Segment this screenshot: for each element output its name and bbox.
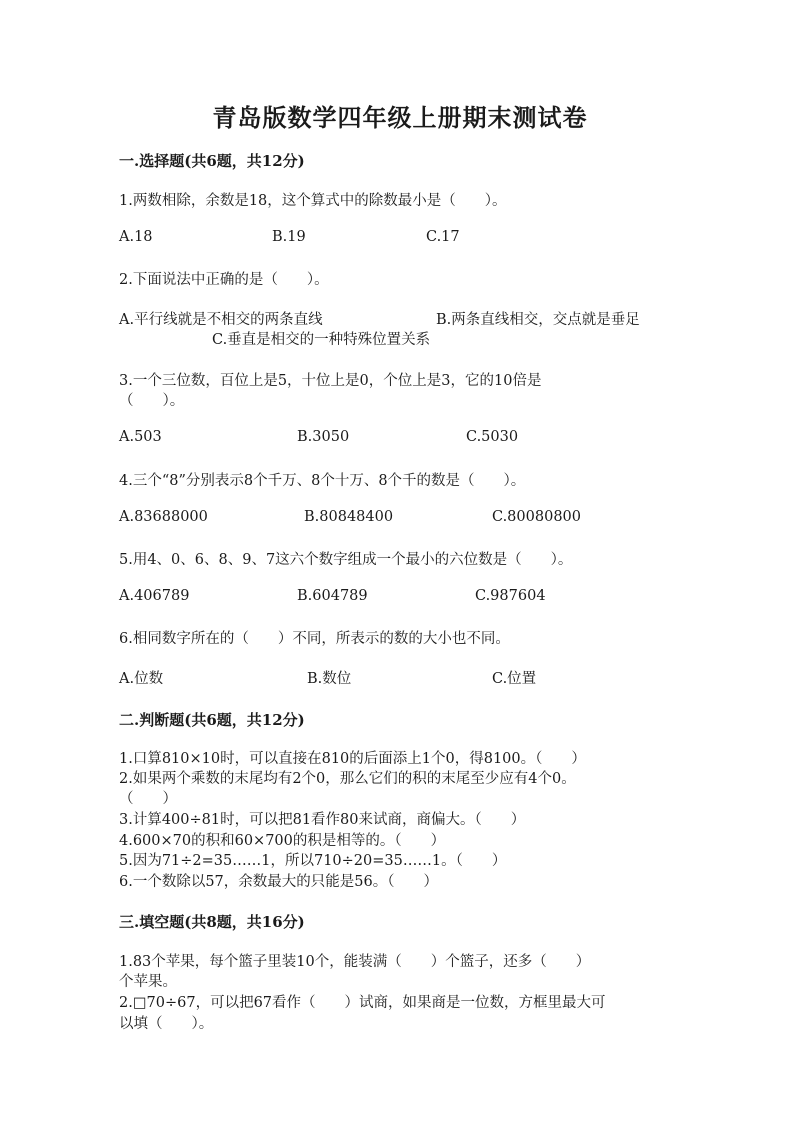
option-c: C.987604 [475, 588, 546, 604]
judge-item-cont: （ ） [119, 791, 177, 807]
question-1: 1.两数相除，余数是18，这个算式中的除数最小是（ ）。 [119, 193, 507, 209]
section-heading-fill: 三.填空题(共8题，共16分) [119, 913, 305, 931]
question-5: 5.用4、0、6、8、9、7这六个数字组成一个最小的六位数是（ ）。 [119, 552, 573, 568]
judge-item: 1.口算810×10时，可以直接在810的后面添上1个0，得8100。（ ） [119, 751, 586, 767]
question-2: 2.下面说法中正确的是（ ）。 [119, 272, 329, 288]
option-c: C.位置 [492, 671, 537, 687]
option-c: C.17 [426, 229, 460, 245]
option-a: A.503 [119, 429, 162, 445]
option-c: C.80080800 [492, 509, 581, 525]
option-c: C.垂直是相交的一种特殊位置关系 [212, 332, 431, 348]
option-a: A.位数 [119, 671, 164, 687]
judge-item: 4.600×70的积和60×700的积是相等的。（ ） [119, 833, 446, 849]
question-3-cont: （ ）。 [119, 393, 185, 409]
fill-item: 1.83个苹果，每个篮子里装10个，能装满（ ）个篮子，还多（ ） [119, 954, 591, 970]
option-b: B.19 [272, 229, 306, 245]
judge-item: 2.如果两个乘数的末尾均有2个0，那么它们的积的末尾至少应有4个0。 [119, 771, 576, 787]
option-c: C.5030 [466, 429, 519, 445]
question-6: 6.相同数字所在的（ ）不同，所表示的数的大小也不同。 [119, 631, 510, 647]
option-b: B.3050 [297, 429, 350, 445]
judge-item: 6.一个数除以57，余数最大的只能是56。（ ） [119, 874, 438, 890]
fill-item-cont: 以填（ ）。 [119, 1016, 214, 1032]
question-3: 3.一个三位数，百位上是5，十位上是0，个位上是3，它的10倍是 [119, 373, 542, 389]
option-a: A.18 [119, 229, 153, 245]
judge-item: 5.因为71÷2=35……1，所以710÷20=35……1。（ ） [119, 853, 507, 869]
question-4: 4.三个“8”分别表示8个千万、8个十万、8个千的数是（ ）。 [119, 473, 526, 489]
fill-item: 2.□70÷67，可以把67看作（ ）试商，如果商是一位数，方框里最大可 [119, 995, 606, 1011]
option-a: A.406789 [119, 588, 190, 604]
option-b: B.数位 [307, 671, 352, 687]
section-heading-choice: 一.选择题(共6题，共12分) [119, 152, 305, 170]
option-a: A.平行线就是不相交的两条直线 [119, 312, 323, 328]
judge-item: 3.计算400÷81时，可以把81看作80来试商，商偏大。（ ） [119, 812, 526, 828]
option-b: B.两条直线相交，交点就是垂足 [436, 312, 640, 328]
section-heading-judge: 二.判断题(共6题，共12分) [119, 711, 305, 729]
page-title: 青岛版数学四年级上册期末测试卷 [212, 103, 588, 132]
option-b: B.80848400 [304, 509, 394, 525]
option-b: B.604789 [297, 588, 368, 604]
fill-item-cont: 个苹果。 [119, 974, 177, 990]
option-a: A.83688000 [119, 509, 208, 525]
